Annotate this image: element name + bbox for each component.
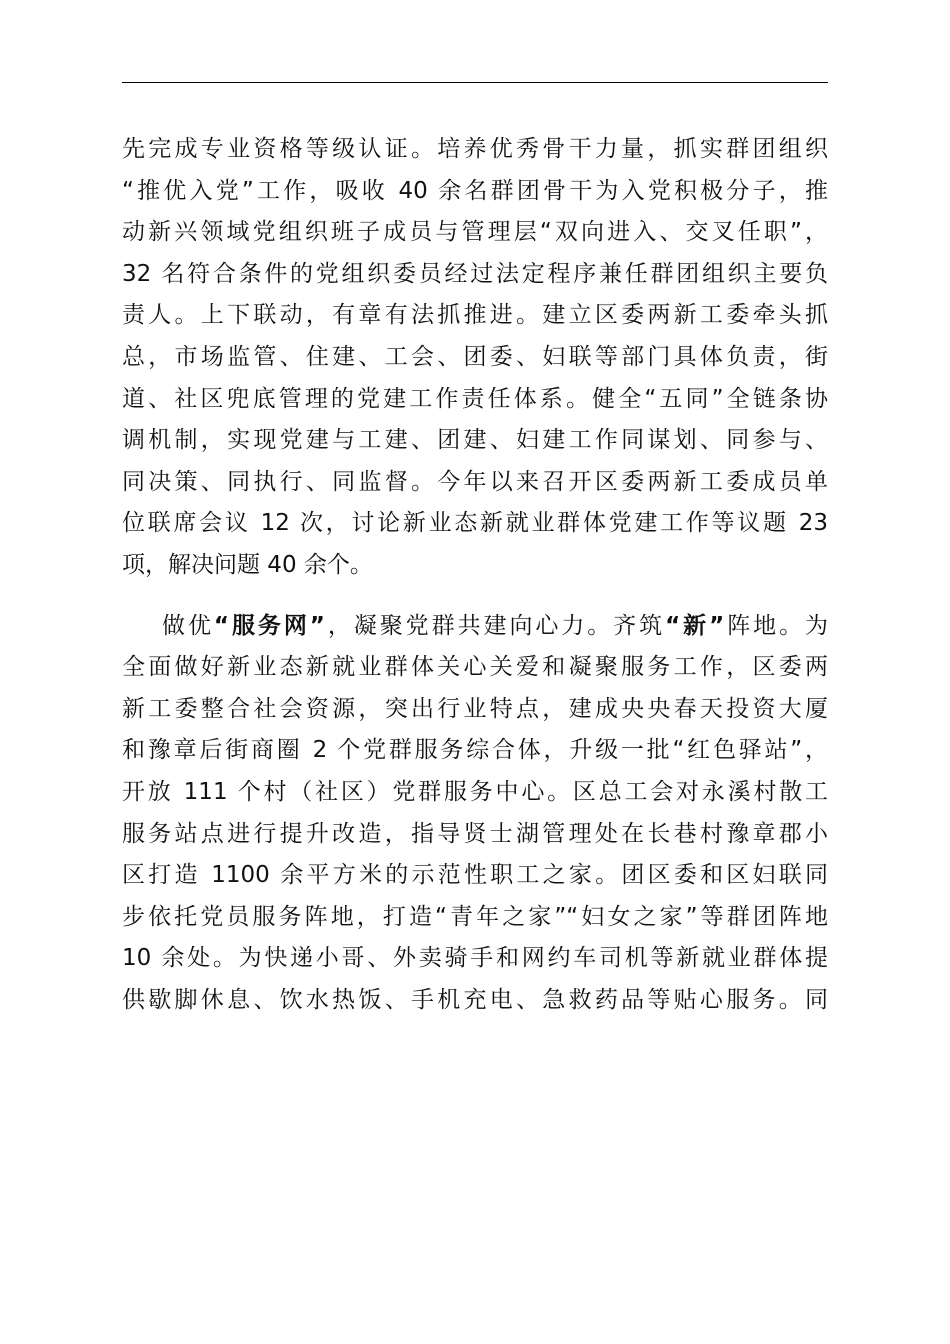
text-line: 先完成专业资格等级认证。培养优秀骨干力量，抓实群团组织 <box>122 136 828 162</box>
text-run: 做优 <box>162 612 214 639</box>
text-line: 调机制，实现党建与工建、团建、妇建工作同谋划、同参与、 <box>122 427 828 454</box>
paragraph-2 <box>122 606 828 1022</box>
text-line: 区打造 1100 余平方米的示范性职工之家。团区委和区妇联同 <box>122 862 828 889</box>
text-line-first <box>122 606 828 648</box>
text-line: 步依托党员服务阵地，打造“青年之家”“妇女之家”等群团阵地 <box>122 903 828 930</box>
text-line: 和豫章后街商圈 2 个党群服务综合体，升级一批“红色驿站”， <box>122 737 828 764</box>
text-line: 新工委整合社会资源，突出行业特点，建成央央春天投资大厦 <box>122 695 828 722</box>
header-rule <box>122 82 828 83</box>
text-line: 32 名符合条件的党组织委员经过法定程序兼任群团组织主要负 <box>122 260 828 287</box>
bold-heading-phrase: “服务网” <box>213 612 325 639</box>
text-run: ，凝聚党群共建向心力。齐筑 <box>324 612 666 639</box>
text-line: 同决策、同执行、同监督。今年以来召开区委两新工委成员单 <box>122 468 828 495</box>
text-line: 10 余处。为快递小哥、外卖骑手和网约车司机等新就业群体提 <box>122 945 828 972</box>
paragraph-1 <box>122 129 828 587</box>
body-text <box>122 129 828 1021</box>
text-line: 供歇脚休息、饮水热饭、手机充电、急救药品等贴心服务。同 <box>122 986 828 1013</box>
text-run: 阵地。为 <box>724 612 829 639</box>
text-line: 动新兴领域党组织班子成员与管理层“双向进入、交叉任职”， <box>122 219 828 246</box>
text-line: 项，解决问题 40 余个。 <box>122 551 373 578</box>
text-line: 开放 111 个村（社区）党群服务中心。区总工会对永溪村散工 <box>122 778 828 805</box>
text-line: 全面做好新业态新就业群体关心关爱和凝聚服务工作，区委两 <box>122 654 828 681</box>
bold-heading-phrase: “新” <box>665 612 725 639</box>
text-line: 服务站点进行提升改造，指导贤士湖管理处在长巷村豫章郡小 <box>122 820 828 847</box>
text-line: 总，市场监管、住建、工会、团委、妇联等部门具体负责，街 <box>122 343 828 370</box>
text-line: 道、社区兜底管理的党建工作责任体系。健全“五同”全链条协 <box>122 385 828 412</box>
text-line: “推优入党”工作，吸收 40 余名群团骨干为入党积极分子，推 <box>122 177 828 204</box>
text-line: 责人。上下联动，有章有法抓推进。建立区委两新工委牵头抓 <box>122 302 828 329</box>
text-line: 位联席会议 12 次，讨论新业态新就业群体党建工作等议题 23 <box>122 510 828 537</box>
